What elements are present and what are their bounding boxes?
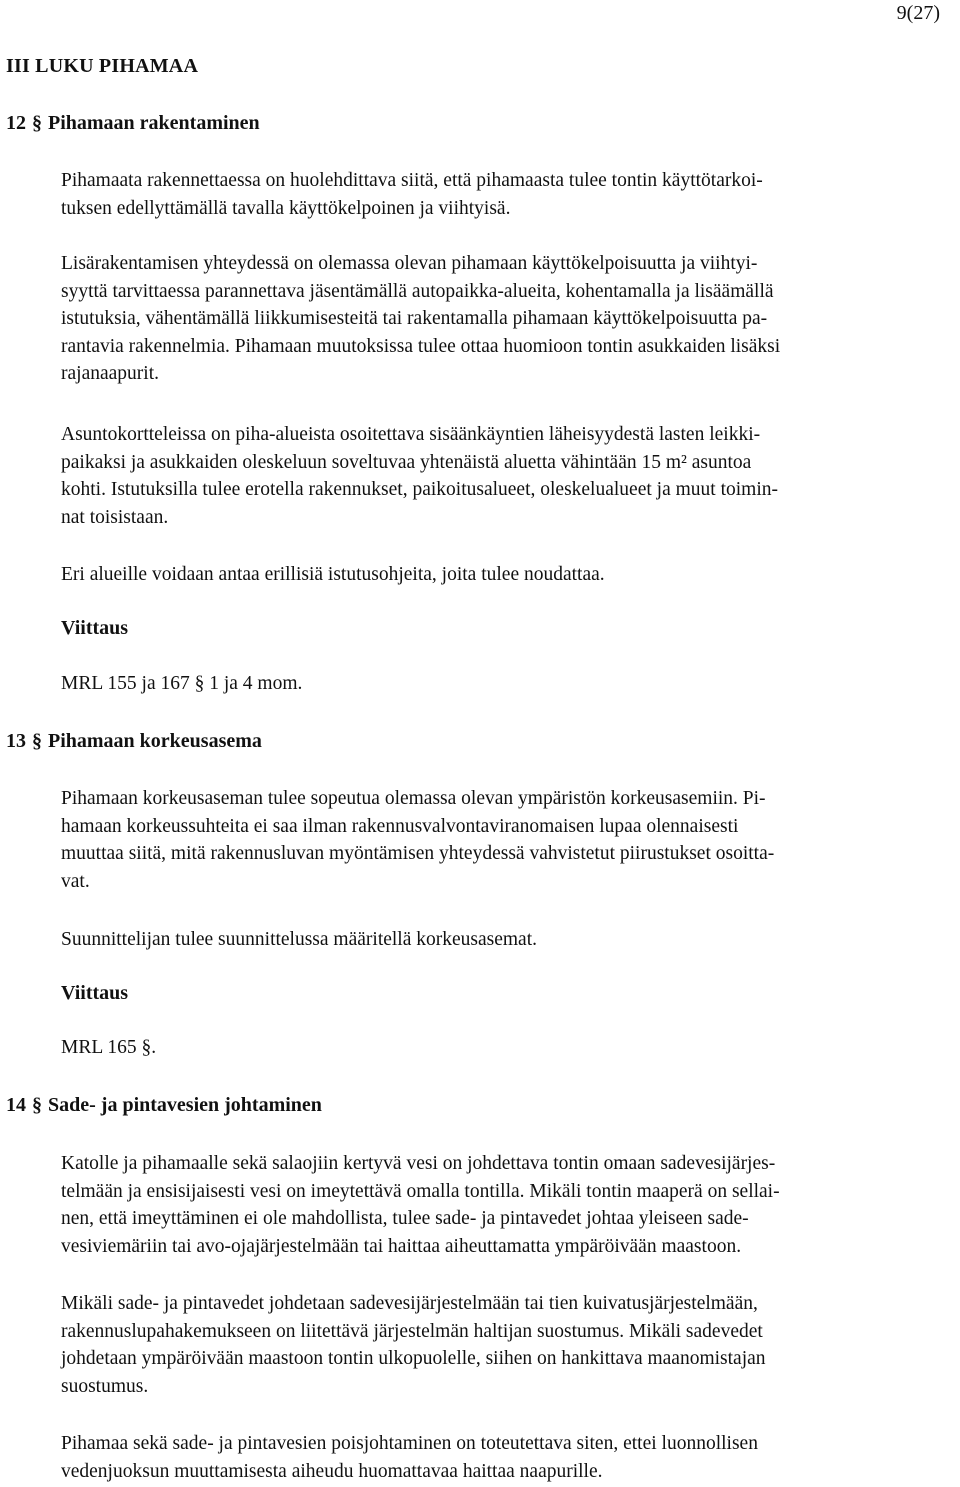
text-line: nen, että imeyttäminen ei ole mahdollista, tulee sade- ja pintavedet johtaa yleiseen sade- <box>61 1208 749 1230</box>
paragraph <box>61 421 941 531</box>
text-line: hamaan korkeussuhteita ei saa ilman rakennusvalvontaviranomaisen lupaa olennaisesti <box>61 815 739 837</box>
section-symbol: § <box>194 673 205 694</box>
paragraph <box>61 167 941 222</box>
reference-heading: Viittaus <box>61 982 129 1004</box>
text-line: telmään ja ensisijaisesti vesi on imeytettävä omalla tontilla. Mikäli tontin maaperä on sellai- <box>61 1180 780 1202</box>
reference-text: MRL 155 ja 167 § 1 ja 4 mom. <box>61 673 303 694</box>
text-line: Pihamaan korkeusaseman tulee sopeutua olemassa olevan ympäristön korkeusasemiin. Pi- <box>61 788 766 809</box>
text-line: Eri alueille voidaan antaa erillisiä istutusohjeita, joita tulee noudattaa. <box>61 564 605 585</box>
section-title: Sade- ja pintavesien johtaminen <box>48 1094 322 1116</box>
paragraph <box>61 561 941 589</box>
paragraph <box>61 926 941 954</box>
section-symbol: § <box>32 1094 42 1116</box>
text-line: paikaksi ja asukkaiden oleskeluun soveltuvaa yhtenäistä aluetta vähintään 15 m² asuntoa <box>61 451 752 473</box>
paragraph <box>61 1290 941 1400</box>
text-line: kohti. Istutuksilla tulee erotella rakennukset, paikoitusalueet, oleskelualueet ja muut toimin- <box>61 479 778 501</box>
text-line: suostumus. <box>61 1375 149 1397</box>
text-line: Asuntokortteleissa on piha-alueista osoitettava sisäänkäyntien läheisyydestä lasten leikki- <box>61 424 761 445</box>
text-line: rantavia rakennelmia. Pihamaan muutoksissa tulee ottaa huomioon tontin asukkaiden lisäksi <box>61 335 781 357</box>
text-line: tuksen edellyttämällä tavalla käyttökelpoinen ja viihtyisä. <box>61 197 511 219</box>
text-line: Pihamaata rakennettaessa on huolehdittava siitä, että pihamaasta tulee tontin käyttötarkoi- <box>61 170 763 191</box>
section-heading <box>6 1094 322 1117</box>
text-line: Mikäli sade- ja pintavedet johdetaan sadevesijärjestelmään tai tien kuivatusjärjestelmään, <box>61 1293 758 1314</box>
text-line: Suunnittelijan tulee suunnittelussa määritellä korkeusasemat. <box>61 929 538 950</box>
text-line: rajanaapurit. <box>61 363 159 385</box>
paragraph <box>61 785 941 895</box>
paragraph <box>61 1150 941 1260</box>
reference-heading: Viittaus <box>61 617 129 639</box>
text-line: Pihamaa sekä sade- ja pintavesien poisjohtaminen on toteutettava siten, ettei luonnollisen <box>61 1433 758 1454</box>
text-line: syyttä tarvittaessa parannettava jäsentämällä autopaikka-alueita, kohentamalla ja lisäämällä <box>61 280 774 302</box>
section-number: 14 <box>6 1094 26 1116</box>
text-line: vedenjuoksun muuttamisesta aiheudu huomattavaa haittaa naapurille. <box>61 1460 603 1482</box>
section-heading <box>6 730 262 753</box>
text-line: istutuksia, vähentämällä liikkumisesteitä tai rakentamalla pihamaan käyttökelpoisuutta pa- <box>61 308 768 330</box>
text-line: Katolle ja pihamaalle sekä salaojiin kertyvä vesi on johdettava tontin omaan sadevesijärjes- <box>61 1153 776 1174</box>
section-symbol: § <box>32 730 42 752</box>
section-symbol: § <box>32 112 42 134</box>
section-title: Pihamaan rakentaminen <box>48 112 260 134</box>
section-number: 13 <box>6 730 26 752</box>
section-heading <box>6 112 260 135</box>
section-number: 12 <box>6 112 26 134</box>
section-title: Pihamaan korkeusasema <box>48 730 262 752</box>
chapter-title: III LUKU PIHAMAA <box>6 55 199 77</box>
text-line: vat. <box>61 870 90 892</box>
paragraph <box>61 250 941 388</box>
text-line: vesiviemäriin tai avo-ojajärjestelmään tai haittaa aiheuttamatta ympäröivään maastoon. <box>61 1235 742 1257</box>
text-line: Lisärakentamisen yhteydessä on olemassa olevan pihamaan käyttökelpoisuutta ja viihtyi- <box>61 253 758 274</box>
text-line: muuttaa siitä, mitä rakennusluvan myöntämisen yhteydessä vahvistetut piirustukset osoitta- <box>61 843 775 865</box>
text-line: johdetaan ympäröivään maastoon tontin ulkopuolelle, siihen on hankittava maanomistajan <box>61 1348 766 1370</box>
page-number: 9(27) <box>896 2 940 24</box>
paragraph <box>61 1430 941 1485</box>
text-line: nat toisistaan. <box>61 506 169 528</box>
reference-text: MRL 165 §. <box>61 1037 157 1058</box>
section-symbol: § <box>141 1037 152 1058</box>
text-line: rakennuslupahakemukseen on liitettävä järjestelmän haltijan suostumus. Mikäli sadevedet <box>61 1320 763 1342</box>
